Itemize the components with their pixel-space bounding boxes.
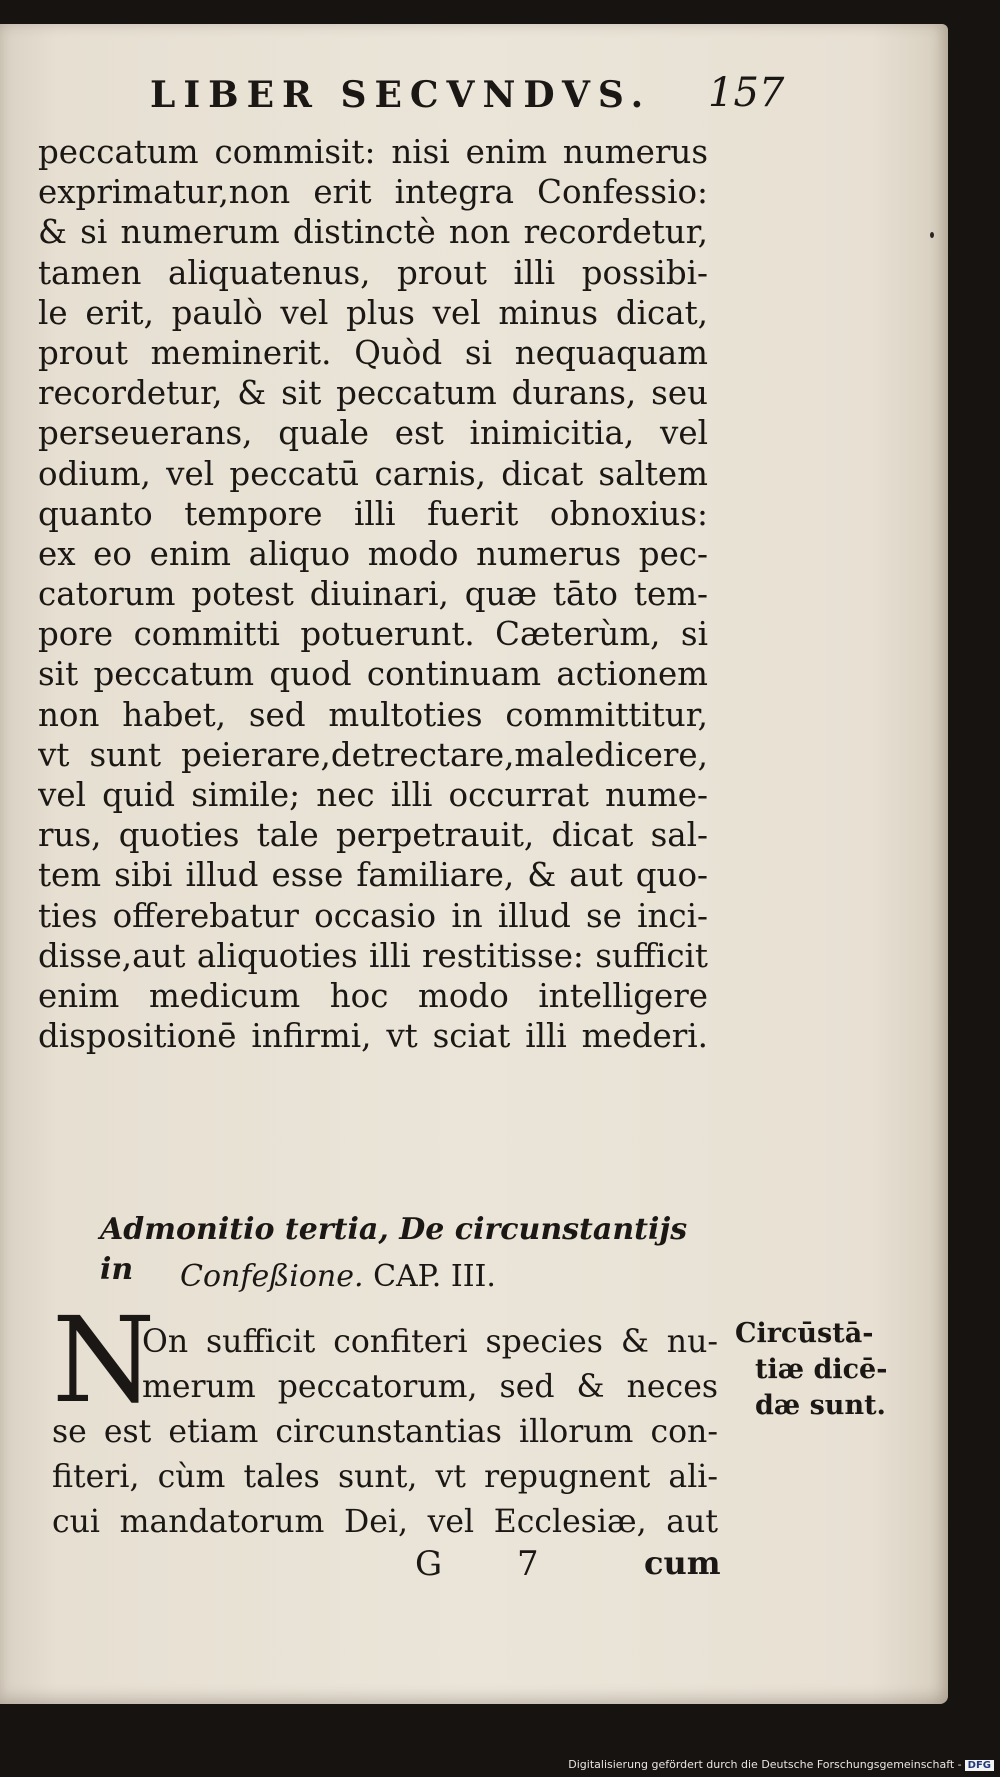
signature-mark: G 7 [415, 1544, 571, 1584]
running-head: LIBER SECVNDVS. [150, 74, 652, 116]
text-line: fiteri, cùm tales sunt, vt repugnent ali- [52, 1459, 718, 1495]
text-line: non habet, sed multoties committitur, [38, 695, 708, 734]
marginal-note-line: tiæ dicē- [755, 1354, 888, 1385]
text-line: vel quid simile; nec illi occurrat nume- [38, 776, 708, 814]
text-line: tem sibi illud esse familiare, & aut quo- [38, 856, 708, 895]
text-line: prout meminerit. Quòd si nequaquam [38, 333, 708, 372]
text-line: le erit, paulò vel plus vel minus dicat, [38, 293, 708, 332]
text-line: cui mandatorum Dei, vel Ecclesiæ, aut [52, 1504, 718, 1540]
text-line: disse,aut aliquoties illi restitisse: sufficit [38, 936, 708, 975]
text-line: vt sunt peierare,detrectare,maledicere, [38, 735, 708, 774]
page-number: 157 [708, 70, 785, 116]
text-line: & si numerum distinctè non recordetur, [38, 213, 708, 252]
text-line: dispositionē infirmi, vt sciat illi mederi. [38, 1017, 708, 1056]
chapter-number: CAP. III. [373, 1259, 496, 1294]
text-line: ex eo enim aliquo modo numerus pec- [38, 534, 708, 573]
text-line: ties offerebatur occasio in illud se inci- [38, 896, 708, 935]
ink-speck [930, 232, 934, 238]
text-line: recordetur, & sit peccatum durans, seu [38, 374, 708, 413]
text-line: pore committi potuerunt. Cæterùm, si [38, 615, 708, 654]
text-line: enim medicum hoc modo intelligere [38, 976, 708, 1015]
digitization-credit [568, 1758, 994, 1771]
text-line: catorum potest diuinari, quæ tāto tem- [38, 575, 708, 614]
book-page [0, 24, 948, 1704]
marginal-note [735, 1316, 895, 1424]
text-line: perseuerans, quale est inimicitia, vel [38, 414, 708, 453]
chapter-heading-line1: Admonitio tertia, De circunstantijs in [100, 1212, 688, 1287]
chapter-paragraph [52, 1320, 718, 1545]
heading-italic-word: Confeßione. [180, 1259, 364, 1294]
dfg-logo: DFG [965, 1760, 994, 1771]
text-line: tamen aliquatenus, prout illi possibi- [38, 253, 708, 292]
body-text [38, 132, 708, 1056]
text-line: peccatum commisit: nisi enim numerus [38, 133, 708, 171]
text-line: se est etiam circunstantias illorum con- [52, 1414, 718, 1450]
text-line: sit peccatum quod continuam actionem [38, 655, 708, 694]
text-line: odium, vel peccatū carnis, dicat saltem [38, 454, 708, 493]
catchword: cum [644, 1544, 721, 1582]
chapter-heading-line2 [180, 1257, 780, 1297]
text-line: rus, quoties tale perpetrauit, dicat sal- [38, 816, 708, 855]
marginal-note-line: Circūstā- [735, 1318, 874, 1349]
text-line: quanto tempore illi fuerit obnoxius: [38, 494, 708, 533]
text-line: On sufficit confiteri species & nu- [142, 1324, 718, 1360]
credit-text: Digitalisierung gefördert durch die Deutsche Forschungsgemeinschaft - [568, 1758, 962, 1771]
text-line: exprimatur,non erit integra Confessio: [38, 173, 708, 212]
drop-cap-initial: N [52, 1291, 156, 1429]
text-line: merum peccatorum, sed & neces [142, 1369, 718, 1405]
marginal-note-line: dæ sunt. [755, 1390, 886, 1421]
